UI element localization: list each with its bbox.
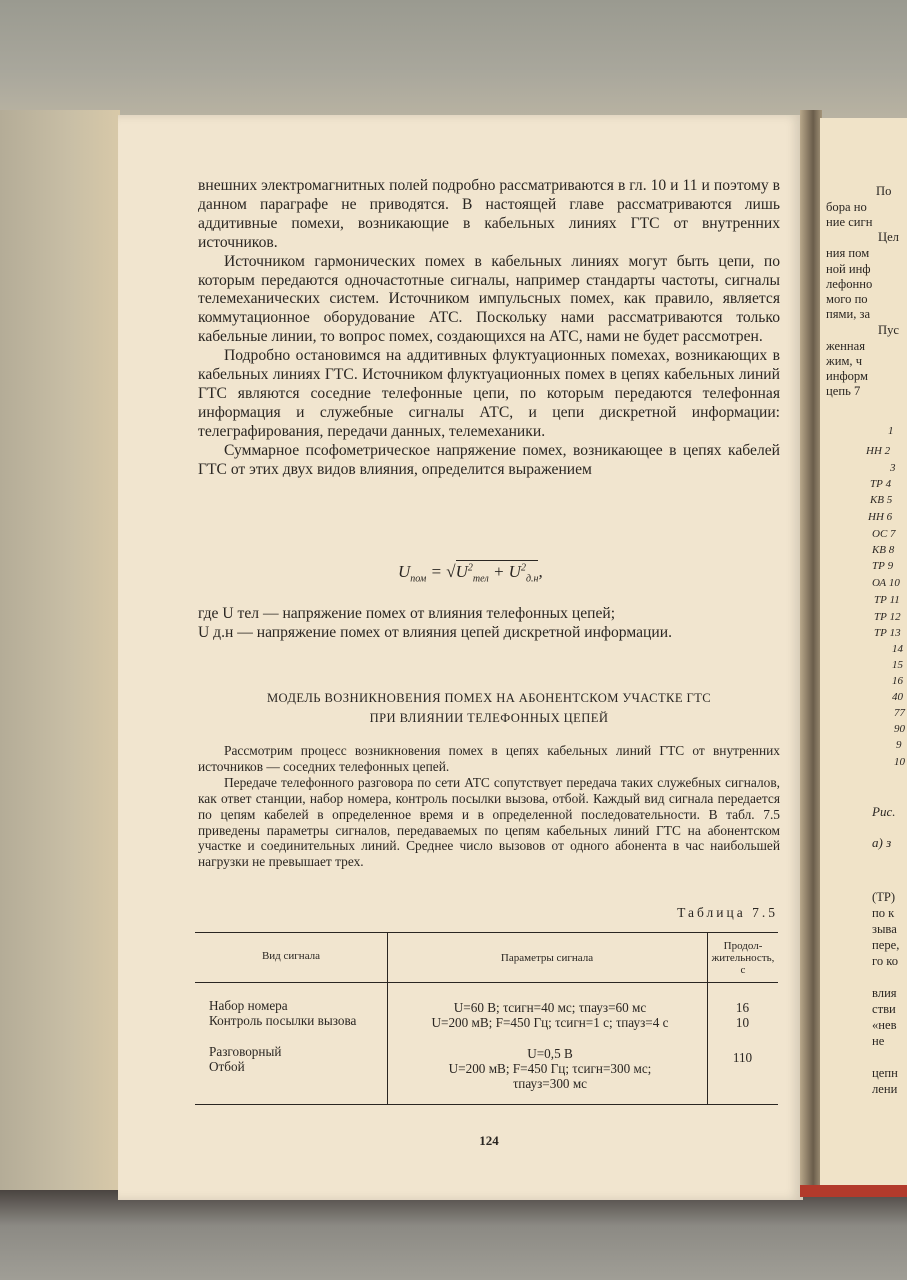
page-number: 124 (479, 1133, 499, 1148)
where-line-1: где U тел — напряжение помех от влияния телефонных цепей; (198, 605, 616, 622)
np-lower-9: «нев (872, 1018, 897, 1032)
np-item: а) з (872, 835, 892, 850)
table-row-1-duration: 16 (735, 1000, 750, 1015)
np-lower-13: лени (872, 1082, 898, 1096)
formula-eq: = (430, 562, 443, 581)
np-line-1: По (876, 184, 892, 198)
table-bottom-rule (195, 1104, 778, 1105)
formula-explanation (198, 605, 780, 643)
np-label-15: 15 (892, 659, 903, 671)
np-lower-4: пере, (872, 938, 900, 952)
table-row-5-params: τпауз=300 мс (512, 1076, 588, 1091)
paragraph-2: Источником гармонических помех в кабельных линиях могут быть цепи, по которым передаются одночастотные сигналы, например стандарты частоты, сигналы телемеханических систем. Источником импульсных помех, как правило, является коммутационное оборудование АТС. Поскольку нами рассматриваются только кабельные линии, то вопрос помех, создающихся на АТС, нами не будет рассмотрен. (198, 252, 780, 346)
np-label-16: 16 (892, 675, 903, 687)
np-line-8: мого по (826, 292, 868, 306)
table-header-duration: Продол-жительность, с (711, 940, 775, 976)
np-label-5: КВ 5 (870, 494, 893, 506)
section-paragraph-1: Рассмотрим процесс возникновения помех в цепях кабельных линий ГТС от внутренних источников — соседних телефонных цепей. (198, 743, 780, 774)
table-row-4-params: U=200 мВ; F=450 Гц; τсигн=300 мс; (448, 1061, 652, 1076)
formula-root: √ (446, 562, 456, 581)
np-label-2: НН 2 (866, 445, 891, 457)
where-line-2: U д.н — напряжение помех от влияния цепей дискретной информации. (198, 623, 672, 641)
np-label-20: 9 (896, 739, 902, 751)
np-lower-3: зыва (872, 922, 897, 936)
section-paragraph-2: Передаче телефонного разговора по сети АТС сопутствует передача таких служебных сигналов, как ответ станции, набор номера, контроль посылки вызова, отбой. Каждый вид сигнала передается по цепям кабелей в определенное время и в определенной последовательности. В табл. 7.5 приведены параметры сигналов, передаваемых по цепям кабельных линий ГТС на абонентском участке и соединительных линий. Среднее число вызовов от одного абонента в час наибольшей нагрузки не превышает трех. (198, 774, 780, 870)
scan-background-left (0, 110, 120, 1190)
table-row-1-kind: Набор номера (209, 998, 288, 1013)
np-label-18: 77 (894, 707, 905, 719)
np-lower-7: влия (872, 986, 897, 1000)
formula-term1-sub: тел (472, 573, 489, 585)
formula (398, 562, 543, 584)
table-row-4-kind: Отбой (209, 1059, 245, 1074)
paragraph-4: Суммарное псофометрическое напряжение помех, возникающее в цепях кабелей ГТС от этих двух видов влияния, определится выражением (198, 441, 780, 478)
np-line-10: Пус (878, 323, 899, 337)
table-row-1-params: U=60 В; τсигн=40 мс; τпауз=60 мс (453, 1000, 647, 1015)
formula-lhs: U (398, 562, 411, 581)
scan-background-top (0, 0, 907, 120)
np-label-1: 1 (888, 425, 894, 437)
np-line-11: женная (826, 339, 865, 353)
paragraph-3: Подробно остановимся на аддитивных флуктуационных помехах, возникающих в кабельных линиях ГТС. Источником флуктуационных помех в цепях кабельных линий ГТС являются соседние телефонные цепи, по которым передаются телефонная информация и служебные сигналы АТС, и цепи дискретной информации: телеграфирования, передачи данных, телемеханики. (198, 347, 780, 440)
np-label-8: КВ 8 (872, 544, 895, 556)
table-row-2-params: U=200 мВ; F=450 Гц; τсигн=1 с; τпауз=4 с (431, 1015, 669, 1030)
np-label-9: ТР 9 (872, 560, 894, 572)
np-line-6: ной инф (826, 262, 871, 276)
np-line-2: бора но (826, 200, 867, 214)
np-line-12: жим, ч (826, 354, 863, 368)
table-row-3-kind: Разговорный (209, 1044, 282, 1059)
table-row-2-kind: Контроль посылки вызова (209, 1013, 357, 1028)
np-caption: Рис. (872, 804, 896, 819)
np-lower-8: стви (872, 1002, 896, 1016)
np-line-4: Цел (878, 230, 899, 244)
np-line-3: ние сигн (826, 215, 873, 229)
formula-term1: U (455, 562, 468, 581)
np-label-6: НН 6 (868, 511, 893, 523)
table-header-rule (195, 982, 778, 983)
np-label-12: ТР 12 (874, 611, 901, 623)
np-label-7: ОС 7 (872, 528, 896, 540)
np-label-3: 3 (890, 462, 896, 474)
formula-term2: U (508, 562, 521, 581)
table-header-kind: Вид сигнала (261, 950, 321, 962)
scan-background-bottom (0, 1190, 907, 1280)
table-header-params: Параметры сигнала (500, 952, 594, 964)
book-gutter (800, 110, 822, 1195)
table-title: Таблица 7.5 (677, 905, 778, 920)
paragraph-1: внешних электромагнитных полей подробно рассматриваются в гл. 10 и 11 и поэтому в данном параграфе не приводятся. В настоящей главе рассматриваются лишь аддитивные помехи, возникающие в кабельных линиях ГТС от внутренних источников. (198, 177, 780, 251)
section-heading-line-2: ПРИ ВЛИЯНИИ ТЕЛЕФОННЫХ ЦЕПЕЙ (369, 711, 609, 725)
np-line-13: информ (826, 369, 869, 383)
np-line-14: цепь 7 (826, 384, 861, 398)
formula-lhs-sub: пом (410, 573, 427, 585)
np-lower-10: не (872, 1034, 885, 1048)
next-page-fragment (820, 118, 907, 1193)
np-lower-5: го ко (872, 954, 899, 968)
np-line-5: ния пом (826, 246, 870, 260)
np-label-19: 90 (894, 723, 905, 735)
table-row-3-duration: 110 (732, 1050, 753, 1065)
np-lower-2: по к (872, 906, 895, 920)
np-label-21: 10 (894, 756, 905, 768)
np-line-9: пями, за (826, 307, 871, 321)
table-row-3-params: U=0,5 В (527, 1046, 573, 1061)
np-label-11: ТР 11 (874, 594, 900, 606)
np-label-13: ТР 13 (874, 627, 901, 639)
np-line-7: лефонно (826, 277, 873, 291)
section-heading (198, 688, 780, 728)
book-cover-edge (800, 1185, 907, 1197)
main-text (198, 177, 780, 480)
np-label-14: 14 (892, 643, 903, 655)
np-label-10: ОА 10 (872, 577, 900, 589)
formula-term2-sub: д.н (525, 573, 539, 585)
formula-plus: + (492, 562, 505, 581)
table-top-rule (195, 932, 778, 933)
section-heading-line-1: МОДЕЛЬ ВОЗНИКНОВЕНИЯ ПОМЕХ НА АБОНЕНТСКОМ УЧАСТКЕ ГТС (266, 691, 712, 705)
formula-term1-sup: 2 (467, 562, 473, 574)
book-page (118, 115, 803, 1200)
np-label-4: ТР 4 (870, 478, 892, 490)
section-text (198, 743, 780, 870)
np-lower-1: (ТР) (872, 890, 896, 904)
np-lower-12: цепн (872, 1066, 898, 1080)
table-row-2-duration: 10 (735, 1015, 750, 1030)
formula-term2-sup: 2 (520, 562, 526, 574)
formula-tail: , (538, 562, 543, 581)
table-column-divider-2 (707, 932, 708, 1104)
np-label-17: 40 (892, 691, 903, 703)
